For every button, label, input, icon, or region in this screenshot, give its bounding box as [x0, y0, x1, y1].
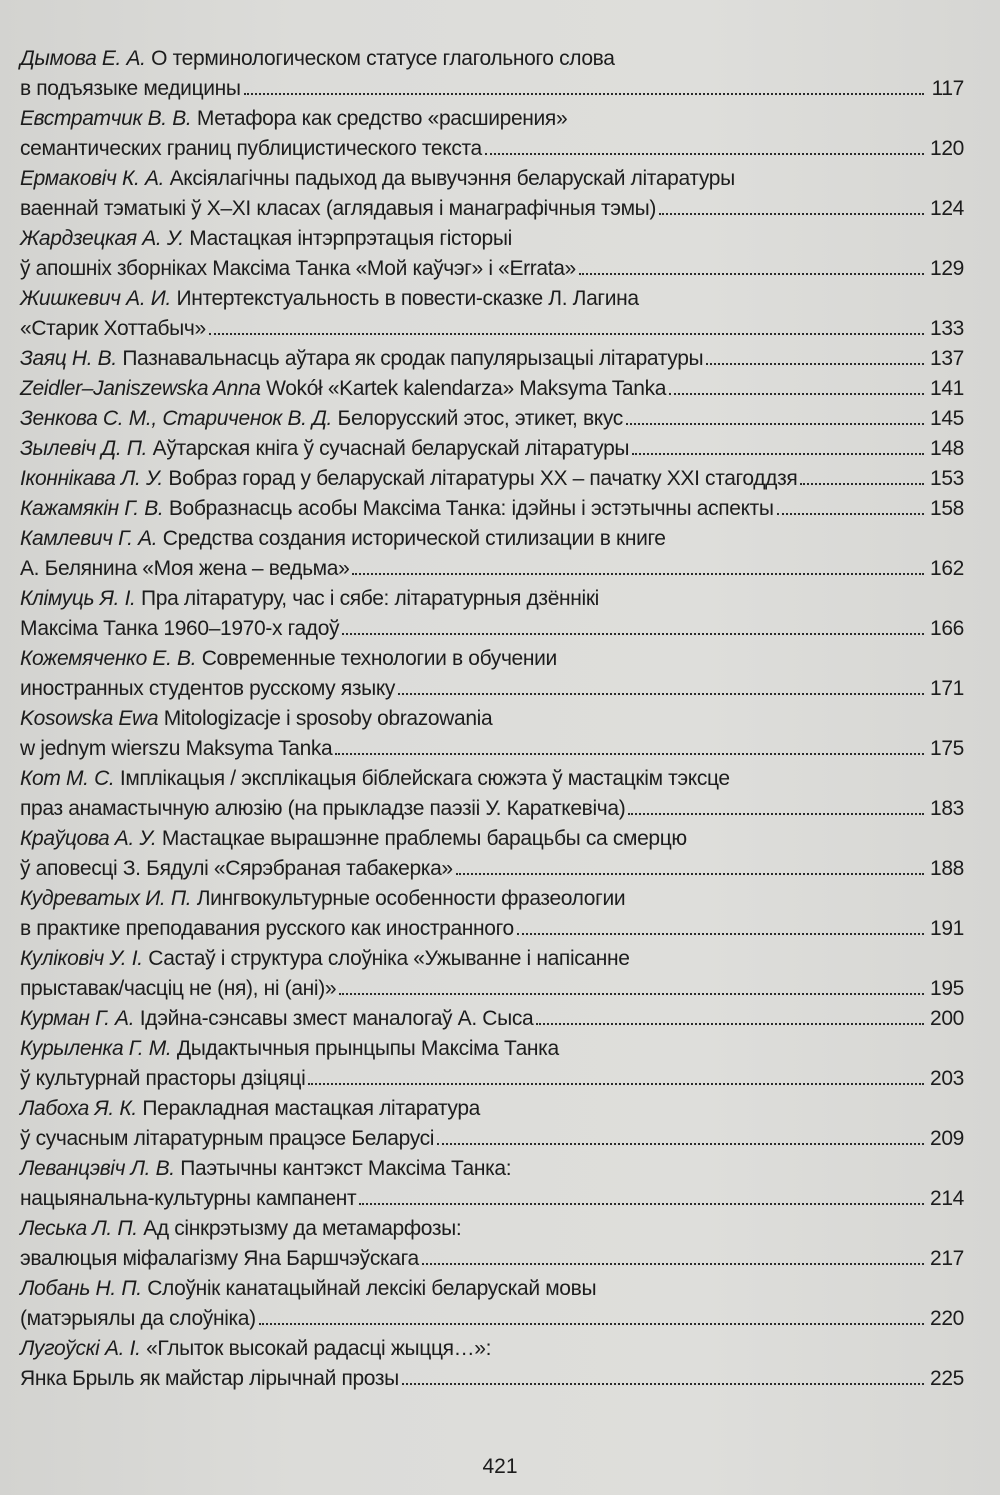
- toc-entry-text: [20, 47, 615, 70]
- toc-entry-last-line: [20, 794, 964, 824]
- dot-leader: [628, 813, 924, 815]
- toc-entry-text: [20, 1064, 305, 1094]
- toc-entry-page: 191: [930, 917, 964, 940]
- toc-entry-text: [20, 74, 241, 104]
- toc-entry-title: (матэрыялы да слоўніка): [20, 1307, 256, 1330]
- toc-entry-title: ваеннай тэматыкі ў X–XI класах (аглядавыя і манаграфічныя тэмы): [20, 197, 657, 220]
- toc-entry-title: Аўтарская кніга ў сучаснай беларускай літаратуры: [152, 437, 630, 460]
- toc-entry-text: [20, 464, 797, 494]
- toc-entry: [20, 884, 964, 944]
- dot-leader: [777, 513, 924, 515]
- dot-leader: [632, 453, 924, 455]
- toc-entry-title: Максіма Танка 1960–1970-х гадоў: [20, 617, 340, 640]
- toc-entry-title: нацыянальна-культурны кампанент: [20, 1187, 357, 1210]
- toc-entry-page: 200: [930, 1007, 964, 1030]
- toc-entry-title: Янка Брыль як майстар лірычнай прозы: [20, 1367, 399, 1390]
- toc-entry-last-line: [20, 974, 964, 1004]
- toc-entry-text: [20, 1364, 399, 1394]
- toc-entry-title: Интертекстуальность в повести-сказке Л. Лагина: [176, 287, 639, 310]
- toc-entry-title: ў сучасным літаратурным працэсе Беларусі: [20, 1127, 435, 1150]
- toc-entry: [20, 1034, 964, 1094]
- toc-entry-text: [20, 1337, 491, 1360]
- toc-entry-title: Ідэйна-сэнсавы змест маналогаў А. Сыса: [139, 1007, 534, 1030]
- dot-leader: [456, 873, 924, 875]
- toc-entry-author: Кот М. С.: [20, 767, 115, 790]
- toc-entry-line: [20, 764, 964, 794]
- toc-entry-last-line: [20, 1124, 964, 1154]
- toc-entry-author: Кожемяченко Е. В.: [20, 647, 197, 670]
- toc-entry-text: [20, 527, 666, 550]
- toc-entry-line: [20, 164, 964, 194]
- toc-entry-text: [20, 287, 639, 310]
- toc-entry-title: в подъязыке медицины: [20, 77, 241, 100]
- toc-entry-title: Вобраз горад у беларускай літаратуры XX – пачатку XXI стагоддзя: [168, 467, 798, 490]
- dot-leader: [437, 1143, 924, 1145]
- toc-entry-title: Пазнавальнасць аўтара як сродак папулярызацыі літаратуры: [122, 347, 704, 370]
- toc-entry: [20, 164, 964, 224]
- toc-entry-author: Камлевич Г. А.: [20, 527, 158, 550]
- toc-entry-text: [20, 1184, 356, 1214]
- toc-entry-line: [20, 824, 964, 854]
- page-number: 421: [482, 1455, 518, 1478]
- toc-entry-title: Вобразнасць асобы Максіма Танка: ідэйны і эстэтычны аспекты: [168, 497, 774, 520]
- toc-entry-title: Mitologizacje i sposoby obrazowania: [163, 707, 493, 730]
- toc-entry-title: Лингвокультурные особенности фразеологии: [196, 887, 626, 910]
- toc-entry: [20, 524, 964, 584]
- toc-entry: [20, 644, 964, 704]
- toc-entry-page: 225: [930, 1367, 964, 1390]
- toc-entry-author: Кажамякін Г. В.: [20, 497, 164, 520]
- toc-entry: [20, 434, 964, 464]
- toc-entry-text: [20, 1304, 256, 1334]
- toc-entry-title: Средства создания исторической стилизации в книге: [162, 527, 666, 550]
- dot-leader: [800, 483, 924, 485]
- toc-entry-title: ў культурнай прасторы дзіцяці: [20, 1067, 306, 1090]
- toc-entry-text: [20, 1217, 461, 1240]
- toc-entry-last-line: [20, 74, 964, 104]
- toc-entry-line: [20, 1094, 964, 1124]
- toc-entry-last-line: [20, 404, 964, 434]
- toc-entry-author: Клімуць Я. І.: [20, 587, 136, 610]
- toc-entry-last-line: [20, 494, 964, 524]
- toc-entry-author: Кудреватых И. П.: [20, 887, 192, 910]
- toc-entry-text: [20, 134, 482, 164]
- toc-entry-last-line: [20, 254, 964, 284]
- toc-entry-page: 166: [930, 617, 964, 640]
- toc-entry-title: праз анамастычную алюзію (на прыкладзе паэзіі У. Караткевіча): [20, 797, 626, 820]
- toc-entry-line: [20, 1034, 964, 1064]
- toc-entry-text: [20, 167, 735, 190]
- toc-entry-text: [20, 254, 576, 284]
- toc-entry-text: [20, 674, 395, 704]
- toc-entry: [20, 1214, 964, 1274]
- toc-entry-title: Мастацкае вырашэнне праблемы барацьбы са смерцю: [161, 827, 687, 850]
- toc-entry-text: [20, 374, 666, 404]
- dot-leader: [669, 393, 924, 395]
- dot-leader: [517, 933, 924, 935]
- toc-entry-line: [20, 1214, 964, 1244]
- toc-entry-title: Перакладная мастацкая літаратура: [142, 1097, 481, 1120]
- toc-entry-last-line: [20, 344, 964, 374]
- toc-entry-title: Пра літаратуру, час і сябе: літаратурныя дзённікі: [141, 587, 600, 610]
- toc-entry-last-line: [20, 464, 964, 494]
- toc-entry-title: Ад сінкрэтызму да метамарфозы:: [143, 1217, 462, 1240]
- toc-entry-last-line: [20, 1244, 964, 1274]
- toc-entry-last-line: [20, 1304, 964, 1334]
- toc-entry-author: Іконнікава Л. У.: [20, 467, 163, 490]
- toc-entry-page: 124: [930, 197, 964, 220]
- toc-entry-page: 153: [930, 467, 964, 490]
- toc-entry-page: 148: [930, 437, 964, 460]
- toc-entry-text: [20, 107, 567, 130]
- toc-entry-last-line: [20, 1184, 964, 1214]
- toc-entry-last-line: [20, 1004, 964, 1034]
- toc-entry-title: прыставак/часціц не (ня), ні (ані)»: [20, 977, 337, 1000]
- toc-entry-text: [20, 974, 336, 1004]
- toc-entry-text: [20, 614, 339, 644]
- toc-entry-line: [20, 104, 964, 134]
- toc-entry-author: Жишкевич А. И.: [20, 287, 171, 310]
- toc-entry: [20, 584, 964, 644]
- dot-leader: [209, 333, 924, 335]
- toc-entry-page: 129: [930, 257, 964, 280]
- toc-entry-line: [20, 1154, 964, 1184]
- toc-entry-last-line: [20, 614, 964, 644]
- toc-entry-text: [20, 947, 630, 970]
- dot-leader: [359, 1203, 924, 1205]
- dot-leader: [308, 1083, 924, 1085]
- toc-entry-title: ў апошніх зборніках Максіма Танка «Мой каўчэг» і «Errata»: [20, 257, 576, 280]
- toc-entry-text: [20, 194, 656, 224]
- toc-entry-text: [20, 827, 687, 850]
- toc-entry-author: Зенкова С. М., Стариченок В. Д.: [20, 407, 333, 430]
- toc-entry: [20, 824, 964, 884]
- toc-entry-text: [20, 1244, 419, 1274]
- toc-entry-author: Лабоха Я. К.: [20, 1097, 137, 1120]
- toc-entry-title: Метафора как средство «расширения»: [196, 107, 568, 130]
- toc-entry-author: Ермаковіч К. А.: [20, 167, 165, 190]
- toc-entry-last-line: [20, 674, 964, 704]
- toc-entry-title: ў аповесці З. Бядулі «Сярэбраная табакерка»: [20, 857, 453, 880]
- toc-entry: [20, 1274, 964, 1334]
- toc-entry-last-line: [20, 374, 964, 404]
- toc-entry-text: [20, 404, 623, 434]
- toc-entry-page: 203: [930, 1067, 964, 1090]
- toc-entry-author: Леська Л. П.: [20, 1217, 138, 1240]
- toc-entry-text: [20, 434, 629, 464]
- dot-leader: [398, 693, 924, 695]
- toc-entry-page: 117: [931, 77, 964, 100]
- toc-entry-title: «Глыток высокай радасці жыцця…»:: [146, 1337, 492, 1360]
- toc-entry-title: «Старик Хоттабыч»: [20, 317, 206, 340]
- toc-entry-page: 175: [930, 737, 964, 760]
- dot-leader: [485, 153, 924, 155]
- toc-entry-page: 195: [930, 977, 964, 1000]
- toc-entry-last-line: [20, 554, 964, 584]
- toc-entry: [20, 104, 964, 164]
- toc-entry-author: Заяц Н. В.: [20, 347, 117, 370]
- toc-entry-line: [20, 44, 964, 74]
- toc-entry: [20, 224, 964, 284]
- toc-entry-text: [20, 1277, 596, 1300]
- toc-entry-page: 209: [930, 1127, 964, 1150]
- toc-entry-author: Лугоўскі А. І.: [20, 1337, 141, 1360]
- toc-entry-line: [20, 884, 964, 914]
- toc-entry-author: Курман Г. А.: [20, 1007, 135, 1030]
- toc-entry-title: иностранных студентов русскому языку: [20, 677, 396, 700]
- toc-entry-text: [20, 854, 453, 884]
- toc-entry-page: 188: [930, 857, 964, 880]
- toc-entry-text: [20, 587, 599, 610]
- dot-leader: [352, 573, 924, 575]
- dot-leader: [259, 1323, 924, 1325]
- toc-entry-last-line: [20, 854, 964, 884]
- toc-entry: [20, 284, 964, 344]
- toc-entry-title: эвалюцыя міфалагізму Яна Баршчэўскага: [20, 1247, 419, 1270]
- toc-entry-page: 217: [930, 1247, 964, 1270]
- table-of-contents: [20, 44, 964, 1394]
- toc-entry-page: 120: [930, 137, 964, 160]
- toc-entry: [20, 1154, 964, 1214]
- toc-entry: [20, 44, 964, 104]
- toc-entry-author: Евстратчик В. В.: [20, 107, 192, 130]
- toc-entry: [20, 1334, 964, 1394]
- toc-entry: [20, 1004, 964, 1034]
- toc-entry-text: [20, 734, 332, 764]
- dot-leader: [244, 93, 924, 95]
- toc-entry: [20, 704, 964, 764]
- toc-entry-page: 133: [930, 317, 964, 340]
- toc-entry-title: Белорусский этос, этикет, вкус: [337, 407, 623, 430]
- dot-leader: [422, 1263, 924, 1265]
- toc-entry-author: Дымова Е. А.: [20, 47, 146, 70]
- toc-entry-line: [20, 284, 964, 314]
- dot-leader: [706, 363, 924, 365]
- toc-entry-author: Зылевіч Д. П.: [20, 437, 148, 460]
- toc-entry: [20, 344, 964, 374]
- toc-entry-text: [20, 914, 514, 944]
- toc-entry-title: Мастацкая інтэрпрэтацыя гісторыі: [189, 227, 512, 250]
- toc-entry: [20, 404, 964, 434]
- toc-entry-page: 214: [930, 1187, 964, 1210]
- toc-entry-page: 145: [930, 407, 964, 430]
- toc-entry: [20, 494, 964, 524]
- toc-entry-line: [20, 644, 964, 674]
- toc-entry-text: [20, 647, 557, 670]
- toc-entry-page: 220: [930, 1307, 964, 1330]
- toc-entry-text: [20, 794, 625, 824]
- dot-leader: [339, 993, 924, 995]
- toc-entry-page: 162: [930, 557, 964, 580]
- toc-entry-author: Краўцова А. У.: [20, 827, 157, 850]
- dot-leader: [626, 423, 924, 425]
- toc-entry-title: Састаў і структура слоўніка «Ужыванне і напісанне: [148, 947, 630, 970]
- toc-entry-title: w jednym wierszu Maksyma Tanka: [20, 737, 333, 760]
- toc-entry-text: [20, 1037, 559, 1060]
- toc-entry-last-line: [20, 1064, 964, 1094]
- toc-entry-title: семантических границ публицистического текста: [20, 137, 482, 160]
- toc-entry-page: 158: [930, 497, 964, 520]
- toc-entry-title: О терминологическом статусе глагольного слова: [151, 47, 615, 70]
- toc-entry-author: Kosowska Ewa: [20, 707, 159, 730]
- toc-entry-line: [20, 704, 964, 734]
- toc-entry-title: Современные технологии в обучении: [201, 647, 557, 670]
- dot-leader: [579, 273, 924, 275]
- toc-entry-line: [20, 1274, 964, 1304]
- toc-entry-page: 171: [930, 677, 964, 700]
- toc-entry-line: [20, 524, 964, 554]
- toc-entry-author: Курыленка Г. М.: [20, 1037, 172, 1060]
- toc-entry: [20, 374, 964, 404]
- toc-entry-last-line: [20, 1364, 964, 1394]
- toc-entry-title: Імплікацыя / эксплікацыя біблейскага сюжэта ў мастацкім тэксце: [119, 767, 730, 790]
- toc-entry: [20, 944, 964, 1004]
- toc-entry-title: Паэтычны кантэкст Максіма Танка:: [180, 1157, 512, 1180]
- toc-entry-text: [20, 1097, 480, 1120]
- toc-entry-text: [20, 494, 774, 524]
- toc-entry-author: Zeidler–Janiszewska Anna: [20, 377, 261, 400]
- dot-leader: [659, 213, 924, 215]
- toc-entry-last-line: [20, 134, 964, 164]
- toc-entry-author: Жардзецкая А. У.: [20, 227, 184, 250]
- toc-entry-page: 137: [930, 347, 964, 370]
- toc-entry-author: Куліковіч У. І.: [20, 947, 143, 970]
- toc-entry-last-line: [20, 914, 964, 944]
- toc-entry: [20, 764, 964, 824]
- toc-entry-page: 141: [930, 377, 964, 400]
- toc-entry-title: в практике преподавания русского как иностранного: [20, 917, 514, 940]
- toc-entry-title: Слоўнік канатацыйнай лексікі беларускай мовы: [147, 1277, 597, 1300]
- toc-entry-text: [20, 314, 206, 344]
- toc-entry-line: [20, 944, 964, 974]
- toc-entry-author: Леванцэвіч Л. В.: [20, 1157, 175, 1180]
- toc-entry-title: Wokół «Kartek kalendarza» Maksyma Tanka: [266, 377, 667, 400]
- toc-entry-line: [20, 224, 964, 254]
- toc-entry-text: [20, 227, 512, 250]
- dot-leader: [402, 1383, 924, 1385]
- toc-entry-line: [20, 1334, 964, 1364]
- toc-entry-title: А. Белянина «Моя жена – ведьма»: [20, 557, 350, 580]
- toc-entry-title: Аксіялагічны падыход да вывучэння беларускай літаратуры: [169, 167, 735, 190]
- toc-entry-text: [20, 767, 730, 790]
- toc-entry-page: 183: [930, 797, 964, 820]
- dot-leader: [335, 753, 924, 755]
- toc-entry-last-line: [20, 314, 964, 344]
- toc-entry-text: [20, 1124, 434, 1154]
- dot-leader: [342, 633, 924, 635]
- toc-entry-text: [20, 1157, 511, 1180]
- toc-entry-text: [20, 887, 625, 910]
- toc-entry-text: [20, 554, 349, 584]
- toc-entry-last-line: [20, 434, 964, 464]
- toc-entry-text: [20, 1004, 533, 1034]
- toc-entry-last-line: [20, 734, 964, 764]
- toc-entry-last-line: [20, 194, 964, 224]
- toc-entry-text: [20, 707, 492, 730]
- toc-entry: [20, 464, 964, 494]
- toc-entry-title: Дыдактычныя прынцыпы Максіма Танка: [176, 1037, 559, 1060]
- toc-entry: [20, 1094, 964, 1154]
- toc-entry-author: Лобань Н. П.: [20, 1277, 142, 1300]
- dot-leader: [536, 1023, 924, 1025]
- toc-entry-line: [20, 584, 964, 614]
- toc-entry-text: [20, 344, 703, 374]
